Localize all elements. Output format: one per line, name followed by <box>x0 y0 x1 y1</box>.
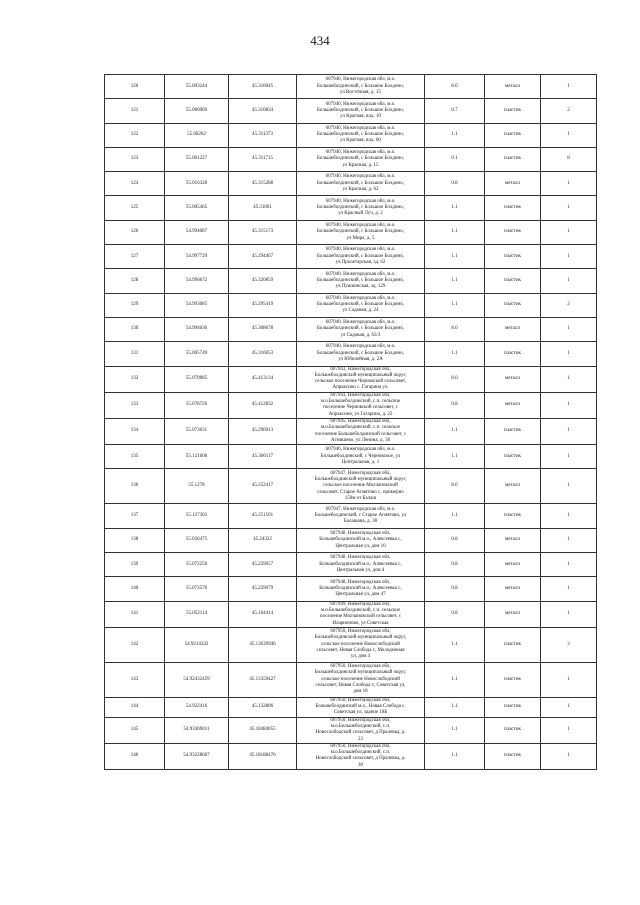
area-cell: 0.8 <box>425 601 485 627</box>
area-cell: 1.1 <box>425 717 485 743</box>
container-count-cell: 8 <box>541 147 597 171</box>
address-cell: 607948, Нижегородская обл, Большеболдинский м.о., Алексеевка с, Центральная ул, дом 47 <box>297 577 425 601</box>
row-number: 132 <box>105 366 165 392</box>
area-cell: 1.1 <box>425 418 485 444</box>
row-number: 130 <box>105 317 165 341</box>
longitude-cell: 45.315173 <box>229 220 297 244</box>
material-cell: металл <box>485 392 541 418</box>
longitude-cell: 45.24322 <box>229 528 297 552</box>
table-row <box>105 293 597 317</box>
longitude-cell: 45.316045 <box>229 75 297 99</box>
row-number: 120 <box>105 75 165 99</box>
area-cell: 8.0 <box>425 469 485 504</box>
row-number: 140 <box>105 577 165 601</box>
table-row <box>105 269 597 293</box>
material-cell: пластик <box>485 697 541 717</box>
address-cell: 607940, Нижегородская обл, м.о. Большеболдинский, с Большое Болдино, ул Садовая, д. 63/3 <box>297 317 425 341</box>
material-cell: пластик <box>485 445 541 469</box>
address-cell: 607940, Нижегородская обл, м.о. Большеболдинский, с Большое Болдино, ул Пролетарская, зд. 62 <box>297 245 425 269</box>
area-cell: 0.8 <box>425 577 485 601</box>
latitude-cell: 54.994636 <box>165 317 229 341</box>
material-cell: металл <box>485 317 541 341</box>
table-row <box>105 662 597 697</box>
address-cell: 607940, Нижегородская обл, м.о. Большеболдинский, с Большое Болдино, ул Садовая, д. 24 <box>297 293 425 317</box>
row-number: 136 <box>105 469 165 504</box>
container-count-cell: 1 <box>541 577 597 601</box>
area-cell: 1.1 <box>425 662 485 697</box>
container-count-cell: 1 <box>541 717 597 743</box>
longitude-cell: 45.229079 <box>229 577 297 601</box>
longitude-cell: 45.320859 <box>229 269 297 293</box>
table-row <box>105 392 597 418</box>
table-row <box>105 601 597 627</box>
row-number: 125 <box>105 196 165 220</box>
latitude-cell: 55.121608 <box>165 445 229 469</box>
table-row <box>105 743 597 769</box>
container-count-cell: 2 <box>541 99 597 123</box>
row-number: 138 <box>105 528 165 552</box>
longitude-cell: 45.229057 <box>229 553 297 577</box>
container-count-cell: 1 <box>541 445 597 469</box>
latitude-cell: 55.001227 <box>165 147 229 171</box>
row-number: 127 <box>105 245 165 269</box>
longitude-cell: 45.366117 <box>229 445 297 469</box>
longitude-cell: 45.295419 <box>229 293 297 317</box>
latitude-cell: 55.005749 <box>165 342 229 366</box>
longitude-cell: 45.316053 <box>229 342 297 366</box>
material-cell: пластик <box>485 504 541 528</box>
material-cell: пластик <box>485 245 541 269</box>
row-number: 131 <box>105 342 165 366</box>
address-cell: 607949, Нижегородская обл, м.о.Большеболдинский, с.п. сельское поселение Молчановский сельсовет, с Иларионово, ул Советская <box>297 601 425 627</box>
area-cell: 0.8 <box>425 392 485 418</box>
row-number: 133 <box>105 392 165 418</box>
row-number: 128 <box>105 269 165 293</box>
material-cell: металл <box>485 172 541 196</box>
container-count-cell: 1 <box>541 196 597 220</box>
material-cell: металл <box>485 553 541 577</box>
material-cell: металл <box>485 469 541 504</box>
container-count-cell: 1 <box>541 418 597 444</box>
container-count-cell: 1 <box>541 553 597 577</box>
longitude-cell: 45.296913 <box>229 418 297 444</box>
container-count-cell: 1 <box>541 245 597 269</box>
latitude-cell: 55.079885 <box>165 366 229 392</box>
material-cell: металл <box>485 528 541 552</box>
latitude-cell: 55.005465 <box>165 196 229 220</box>
latitude-cell: 55.052114 <box>165 601 229 627</box>
material-cell: металл <box>485 577 541 601</box>
table-row <box>105 317 597 341</box>
area-cell: 0.8 <box>425 553 485 577</box>
container-count-cell: 1 <box>541 662 597 697</box>
address-cell: 607948, Нижегородская обл, Большеболдинский м.о., Алексеевка с, Центральная ул, дом 4 <box>297 553 425 577</box>
container-count-cell: 1 <box>541 366 597 392</box>
latitude-cell: 55.1278 <box>165 469 229 504</box>
table-row <box>105 697 597 717</box>
container-count-cell: 2 <box>541 293 597 317</box>
area-cell: 1.1 <box>425 743 485 769</box>
latitude-cell: 55.00262 <box>165 123 229 147</box>
table-row <box>105 553 597 577</box>
row-number: 139 <box>105 553 165 577</box>
table-row <box>105 75 597 99</box>
latitude-cell: 55.078726 <box>165 392 229 418</box>
table-row <box>105 99 597 123</box>
table-row <box>105 504 597 528</box>
longitude-cell: 45.311715 <box>229 147 297 171</box>
material-cell: пластик <box>485 743 541 769</box>
material-cell: металл <box>485 366 541 392</box>
material-cell: пластик <box>485 627 541 662</box>
table-row <box>105 577 597 601</box>
address-cell: 607950, Нижегородская обл, Большеболдинский м.о., Новая Слобода с, Советская ул, здание 18Б <box>297 697 425 717</box>
material-cell: пластик <box>485 418 541 444</box>
address-cell: 607940, Нижегородская обл, м.о. Большеболдинский, с Большое Болдино, ул Красная, влд. 10 <box>297 99 425 123</box>
latitude-cell: 54.93228667 <box>165 743 229 769</box>
container-count-cell: 1 <box>541 743 597 769</box>
latitude-cell: 55.006069 <box>165 99 229 123</box>
container-count-cell: 1 <box>541 601 597 627</box>
address-cell: 607950, Нижегородская обл, Большеболдинский муниципальный округ, сельское поселение Новослободский сельсовет, Новая Слобода с, Молодежная ул, дом 4 <box>297 627 425 662</box>
address-cell: 607940, Нижегородская обл, м.о. Большеболдинский, с Большое Болдино, ул Красная, влд. 60 <box>297 123 425 147</box>
area-cell: 0.1 <box>425 147 485 171</box>
table-row <box>105 469 597 504</box>
longitude-cell: 45.315288 <box>229 172 297 196</box>
address-cell: 607946, Нижегородская обл, м.о. Большеболдинский, с Черновское, ул Центральная, д. 1 <box>297 445 425 469</box>
area-cell: 1.1 <box>425 220 485 244</box>
table-row <box>105 196 597 220</box>
material-cell: пластик <box>485 220 541 244</box>
longitude-cell: 45.412832 <box>229 392 297 418</box>
area-cell: 1.1 <box>425 342 485 366</box>
row-number: 129 <box>105 293 165 317</box>
table-row <box>105 245 597 269</box>
address-cell: 607940, Нижегородская обл, м.о. Большеболдинский, с Большое Болдино, ул Красная, д. 15 <box>297 147 425 171</box>
address-cell: 607947, Нижегородская обл, Большеболдинский муниципальный округ, сельское поселение Молчановский сельсовет, Старое Агмятово с. примерно 150м от Балаш <box>297 469 425 504</box>
row-number: 145 <box>105 717 165 743</box>
table-row <box>105 220 597 244</box>
area-cell: 8.0 <box>425 317 485 341</box>
longitude-cell: 45.311373 <box>229 123 297 147</box>
longitude-cell: 45.18188476 <box>229 743 297 769</box>
address-cell: 607940, Нижегородская обл, м.о. Большеболдинский, с Большое Болдино, ул Юбилейная, д. 2А <box>297 342 425 366</box>
row-number: 121 <box>105 99 165 123</box>
area-cell: 1.1 <box>425 445 485 469</box>
area-cell: 8.0 <box>425 366 485 392</box>
material-cell: пластик <box>485 123 541 147</box>
longitude-cell: 45.308678 <box>229 317 297 341</box>
latitude-cell: 54.994087 <box>165 220 229 244</box>
latitude-cell: 55.073631 <box>165 418 229 444</box>
table-row <box>105 147 597 171</box>
area-cell: 1.1 <box>425 269 485 293</box>
latitude-cell: 55.036475 <box>165 528 229 552</box>
table-row <box>105 418 597 444</box>
address-cell: 607947, Нижегородская обл, м.о. Большеболдинский, с Старое Агмятово, ул Балашова, д. 38 <box>297 504 425 528</box>
longitude-cell: 45.13639946 <box>229 627 297 662</box>
material-cell: металл <box>485 75 541 99</box>
area-cell: 1.1 <box>425 627 485 662</box>
row-number: 123 <box>105 147 165 171</box>
address-cell: 607950, Нижегородская обл, Большеболдинский муниципальный округ, сельское поселение Новослободский сельсовет, Новая Слобода с, Советская ул, дом 18 <box>297 662 425 697</box>
container-count-cell: 3 <box>541 627 597 662</box>
latitude-cell: 54.92432459 <box>165 662 229 697</box>
address-cell: 607948, Нижегородская обл, Большеболдинский м.о., Алексеевка с, Центральная ул, дом 10 <box>297 528 425 552</box>
latitude-cell: 54.993685 <box>165 293 229 317</box>
table-row <box>105 366 597 392</box>
latitude-cell: 55.073576 <box>165 577 229 601</box>
latitude-cell: 54.93369011 <box>165 717 229 743</box>
longitude-cell: 45.251501 <box>229 504 297 528</box>
material-cell: пластик <box>485 342 541 366</box>
material-cell: пластик <box>485 196 541 220</box>
area-cell: 1.1 <box>425 196 485 220</box>
container-count-cell: 1 <box>541 172 597 196</box>
address-cell: 607940, Нижегородская обл, м.о. Большеболдинский, с Большое Болдино, ул Красный Луч, д. 2 <box>297 196 425 220</box>
row-number: 135 <box>105 445 165 469</box>
container-count-cell: 1 <box>541 342 597 366</box>
longitude-cell: 45.310834 <box>229 99 297 123</box>
address-cell: 607950, Нижегородская обл, м.о.Большеболдинский, с.п. Новослободский сельсовет, д Пралевка, д. 30 <box>297 743 425 769</box>
container-count-cell: 1 <box>541 269 597 293</box>
area-cell: 0.8 <box>425 528 485 552</box>
latitude-cell: 54.996672 <box>165 269 229 293</box>
longitude-cell: 45.164414 <box>229 601 297 627</box>
address-cell: 607945, Нижегородская обл, м.о.Большеболдинский, с.п. сельское поселение Большеболдинский сельсовет, с Агмишево, ул Ленина, д. 36 <box>297 418 425 444</box>
area-cell: 1.1 <box>425 293 485 317</box>
longitude-cell: 45.252417 <box>229 469 297 504</box>
address-cell: 607950, Нижегородская обл, м.о.Большеболдинский, с.п. Новослободский сельсовет, д Пралевка, д. 23 <box>297 717 425 743</box>
row-number: 142 <box>105 627 165 662</box>
table-row <box>105 172 597 196</box>
address-cell: 607940, Нижегородская обл, м.о. Большеболдинский, с Большое Болдино, ул Восточная, д. 15 <box>297 75 425 99</box>
longitude-cell: 45.413134 <box>229 366 297 392</box>
container-count-cell: 1 <box>541 220 597 244</box>
table-row <box>105 342 597 366</box>
longitude-cell: 45.31061 <box>229 196 297 220</box>
row-number: 122 <box>105 123 165 147</box>
row-number: 143 <box>105 662 165 697</box>
table-row <box>105 123 597 147</box>
container-count-cell: 1 <box>541 75 597 99</box>
latitude-cell: 55.016328 <box>165 172 229 196</box>
page-number: 434 <box>310 33 330 48</box>
table-row <box>105 445 597 469</box>
latitude-cell: 54.9214342 <box>165 627 229 662</box>
container-sites-table <box>104 74 597 770</box>
material-cell: пластик <box>485 99 541 123</box>
longitude-cell: 45.13359427 <box>229 662 297 697</box>
table-row <box>105 528 597 552</box>
longitude-cell: 45.18484055 <box>229 717 297 743</box>
area-cell: 1.1 <box>425 697 485 717</box>
container-count-cell: 1 <box>541 469 597 504</box>
material-cell: пластик <box>485 662 541 697</box>
container-count-cell: 1 <box>541 528 597 552</box>
container-count-cell: 1 <box>541 123 597 147</box>
row-number: 126 <box>105 220 165 244</box>
row-number: 144 <box>105 697 165 717</box>
latitude-cell: 54.922416 <box>165 697 229 717</box>
area-cell: 1.1 <box>425 504 485 528</box>
longitude-cell: 45.132806 <box>229 697 297 717</box>
container-count-cell: 1 <box>541 697 597 717</box>
row-number: 141 <box>105 601 165 627</box>
area-cell: 1.1 <box>425 245 485 269</box>
latitude-cell: 54.997729 <box>165 245 229 269</box>
longitude-cell: 45.294467 <box>229 245 297 269</box>
latitude-cell: 55.003244 <box>165 75 229 99</box>
address-cell: 607943, Нижегородская обл, Большеболдинский муниципальный округ, сельское поселение Черновской сельсовет, Апраксино с. Гагарина ул. <box>297 366 425 392</box>
material-cell: пластик <box>485 717 541 743</box>
address-cell: 607940, Нижегородская обл, м.о. Большеболдинский, с Большое Болдино, ул Пушкинская, зд. 129 <box>297 269 425 293</box>
row-number: 146 <box>105 743 165 769</box>
table-row <box>105 627 597 662</box>
row-number: 134 <box>105 418 165 444</box>
area-cell: 0.8 <box>425 172 485 196</box>
address-cell: 607940, Нижегородская обл, м.о. Большеболдинский, с Большое Болдино, ул Красная, д. 62 <box>297 172 425 196</box>
row-number: 137 <box>105 504 165 528</box>
container-count-cell: 1 <box>541 317 597 341</box>
table-row <box>105 717 597 743</box>
address-cell: 607940, Нижегородская обл, м.о. Большеболдинский, с Большое Болдино, ул Мира, д. 5 <box>297 220 425 244</box>
container-count-cell: 1 <box>541 392 597 418</box>
area-cell: 1.1 <box>425 123 485 147</box>
area-cell: 8.0 <box>425 75 485 99</box>
material-cell: металл <box>485 601 541 627</box>
latitude-cell: 55.072256 <box>165 553 229 577</box>
latitude-cell: 55.127303 <box>165 504 229 528</box>
container-count-cell: 1 <box>541 504 597 528</box>
material-cell: пластик <box>485 269 541 293</box>
address-cell: 607943, Нижегородская обл, м.о.Большеболдинский, с.п. сельское поселение Черновской сельсовет, с Апраксино, ул Гагарина, д. 22 <box>297 392 425 418</box>
row-number: 124 <box>105 172 165 196</box>
material-cell: пластик <box>485 147 541 171</box>
area-cell: 0.7 <box>425 99 485 123</box>
material-cell: пластик <box>485 293 541 317</box>
